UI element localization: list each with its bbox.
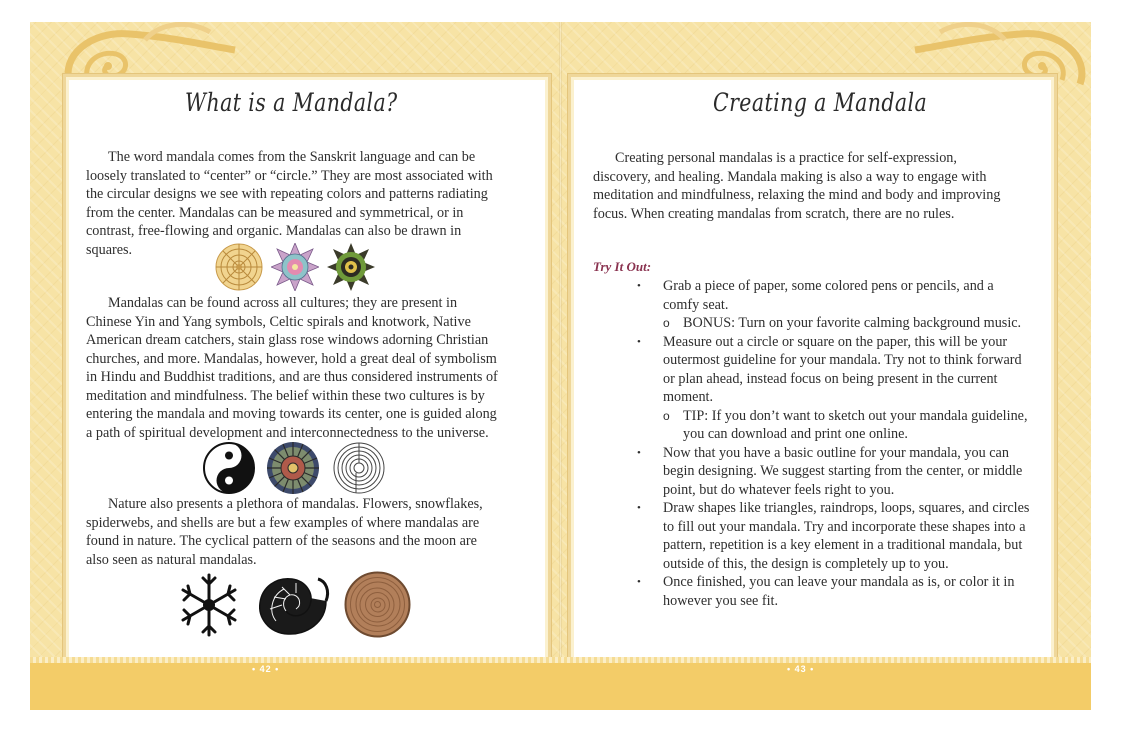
list-item — [593, 573, 1033, 610]
sub-list-item — [593, 314, 1033, 333]
paragraph-intro: The word mandala comes from the Sanskrit language and can be loosely translated to “center” or “circle.” They are most associated with the circular designs we see with repeating colors and patterns radiating from the center. Mandalas can be measured and symmetrical, or in contrast, free-flowing and organic. Mandalas can also be drawn in squares. — [86, 149, 493, 258]
step-text: Grab a piece of paper, some colored pens or pencils, and a comfy seat. — [663, 278, 994, 313]
right-page-title: Creating a Mandala — [713, 88, 928, 117]
step-text: Measure out a circle or square on the paper, this will be your outermost guideline for your mandala. Try not to think forward or plan ahead, instead focus on being present in the current moment. — [663, 333, 1022, 405]
list-item — [593, 499, 1033, 573]
paragraph-creating: Creating personal mandalas is a practice for self-expression, discovery, and healing. Mandala making is also a way to engage with meditation and mindfulness, relaxing the mind and body and improving focus. When creating mandalas from scratch, there are no rules. — [593, 150, 1001, 222]
sub-bullet-marker: o — [663, 408, 670, 423]
book-spine — [559, 22, 562, 662]
page-number-right: • 43 • — [787, 664, 815, 674]
step-text: Now that you have a basic outline for your mandala, you can begin designing. We suggest starting from the center, or middle point, but do whatever feels right to you. — [663, 444, 1023, 498]
list-item — [593, 444, 1033, 500]
left-page-title: What is a Mandala? — [185, 88, 398, 117]
step-text: Draw shapes like triangles, raindrops, loops, squares, and circles to fill out your mandala. Try and incorporate these shapes into a pattern, repetition is a key element in a traditional mandala, but outside of this, the design is completely up to you. — [663, 500, 1030, 572]
page-number-left: • 42 • — [252, 664, 280, 674]
green-mandala-icon — [327, 243, 375, 291]
rose-window-icon — [266, 441, 320, 495]
nautilus-shell-icon — [256, 571, 332, 637]
try-it-out-heading: Try It Out: — [593, 259, 652, 274]
yin-yang-icon — [202, 441, 256, 495]
sub-step-text: TIP: If you don’t want to sketch out your mandala guideline, you can download and print one online. — [683, 407, 1028, 442]
step-text: Once finished, you can leave your mandala as is, or color it in however you see fit. — [663, 574, 1015, 609]
sub-bullet-marker: o — [663, 316, 670, 330]
labyrinth-icon — [332, 441, 386, 495]
list-item — [593, 333, 1033, 407]
pink-mandala-icon — [271, 243, 319, 291]
paragraph-nature: Nature also presents a plethora of mandalas. Flowers, snowflakes, spiderwebs, and shells are but a few examples of where mandalas are found in nature. The cyclical pattern of the seasons and the moon are also seen as natural mandalas. — [86, 496, 483, 568]
gold-mandala-icon — [215, 243, 263, 291]
footer-band — [30, 663, 1091, 710]
paragraph-cultures: Mandalas can be found across all cultures; they are present in Chinese Yin and Yang symbols, Celtic spirals and knotwork, Native American dream catchers, stain glass rose windows adorning Christian churches, and more. Mandalas, however, hold a great deal of symbolism in Hindu and Buddhist traditions, and are thus considered instruments of meditation and mindfulness. The belief within these two cultures is by entering the mandala and moving towards its center, one is guided along a path of spiritual development and interconnectedness to the universe. — [86, 295, 498, 441]
steps-list — [593, 277, 1033, 610]
sub-step-text: BONUS: Turn on your favorite calming background music. — [683, 315, 1022, 331]
sub-list-item — [593, 407, 1033, 444]
tree-rings-icon — [344, 571, 411, 638]
snowflake-icon — [176, 572, 242, 638]
list-item — [593, 277, 1033, 314]
